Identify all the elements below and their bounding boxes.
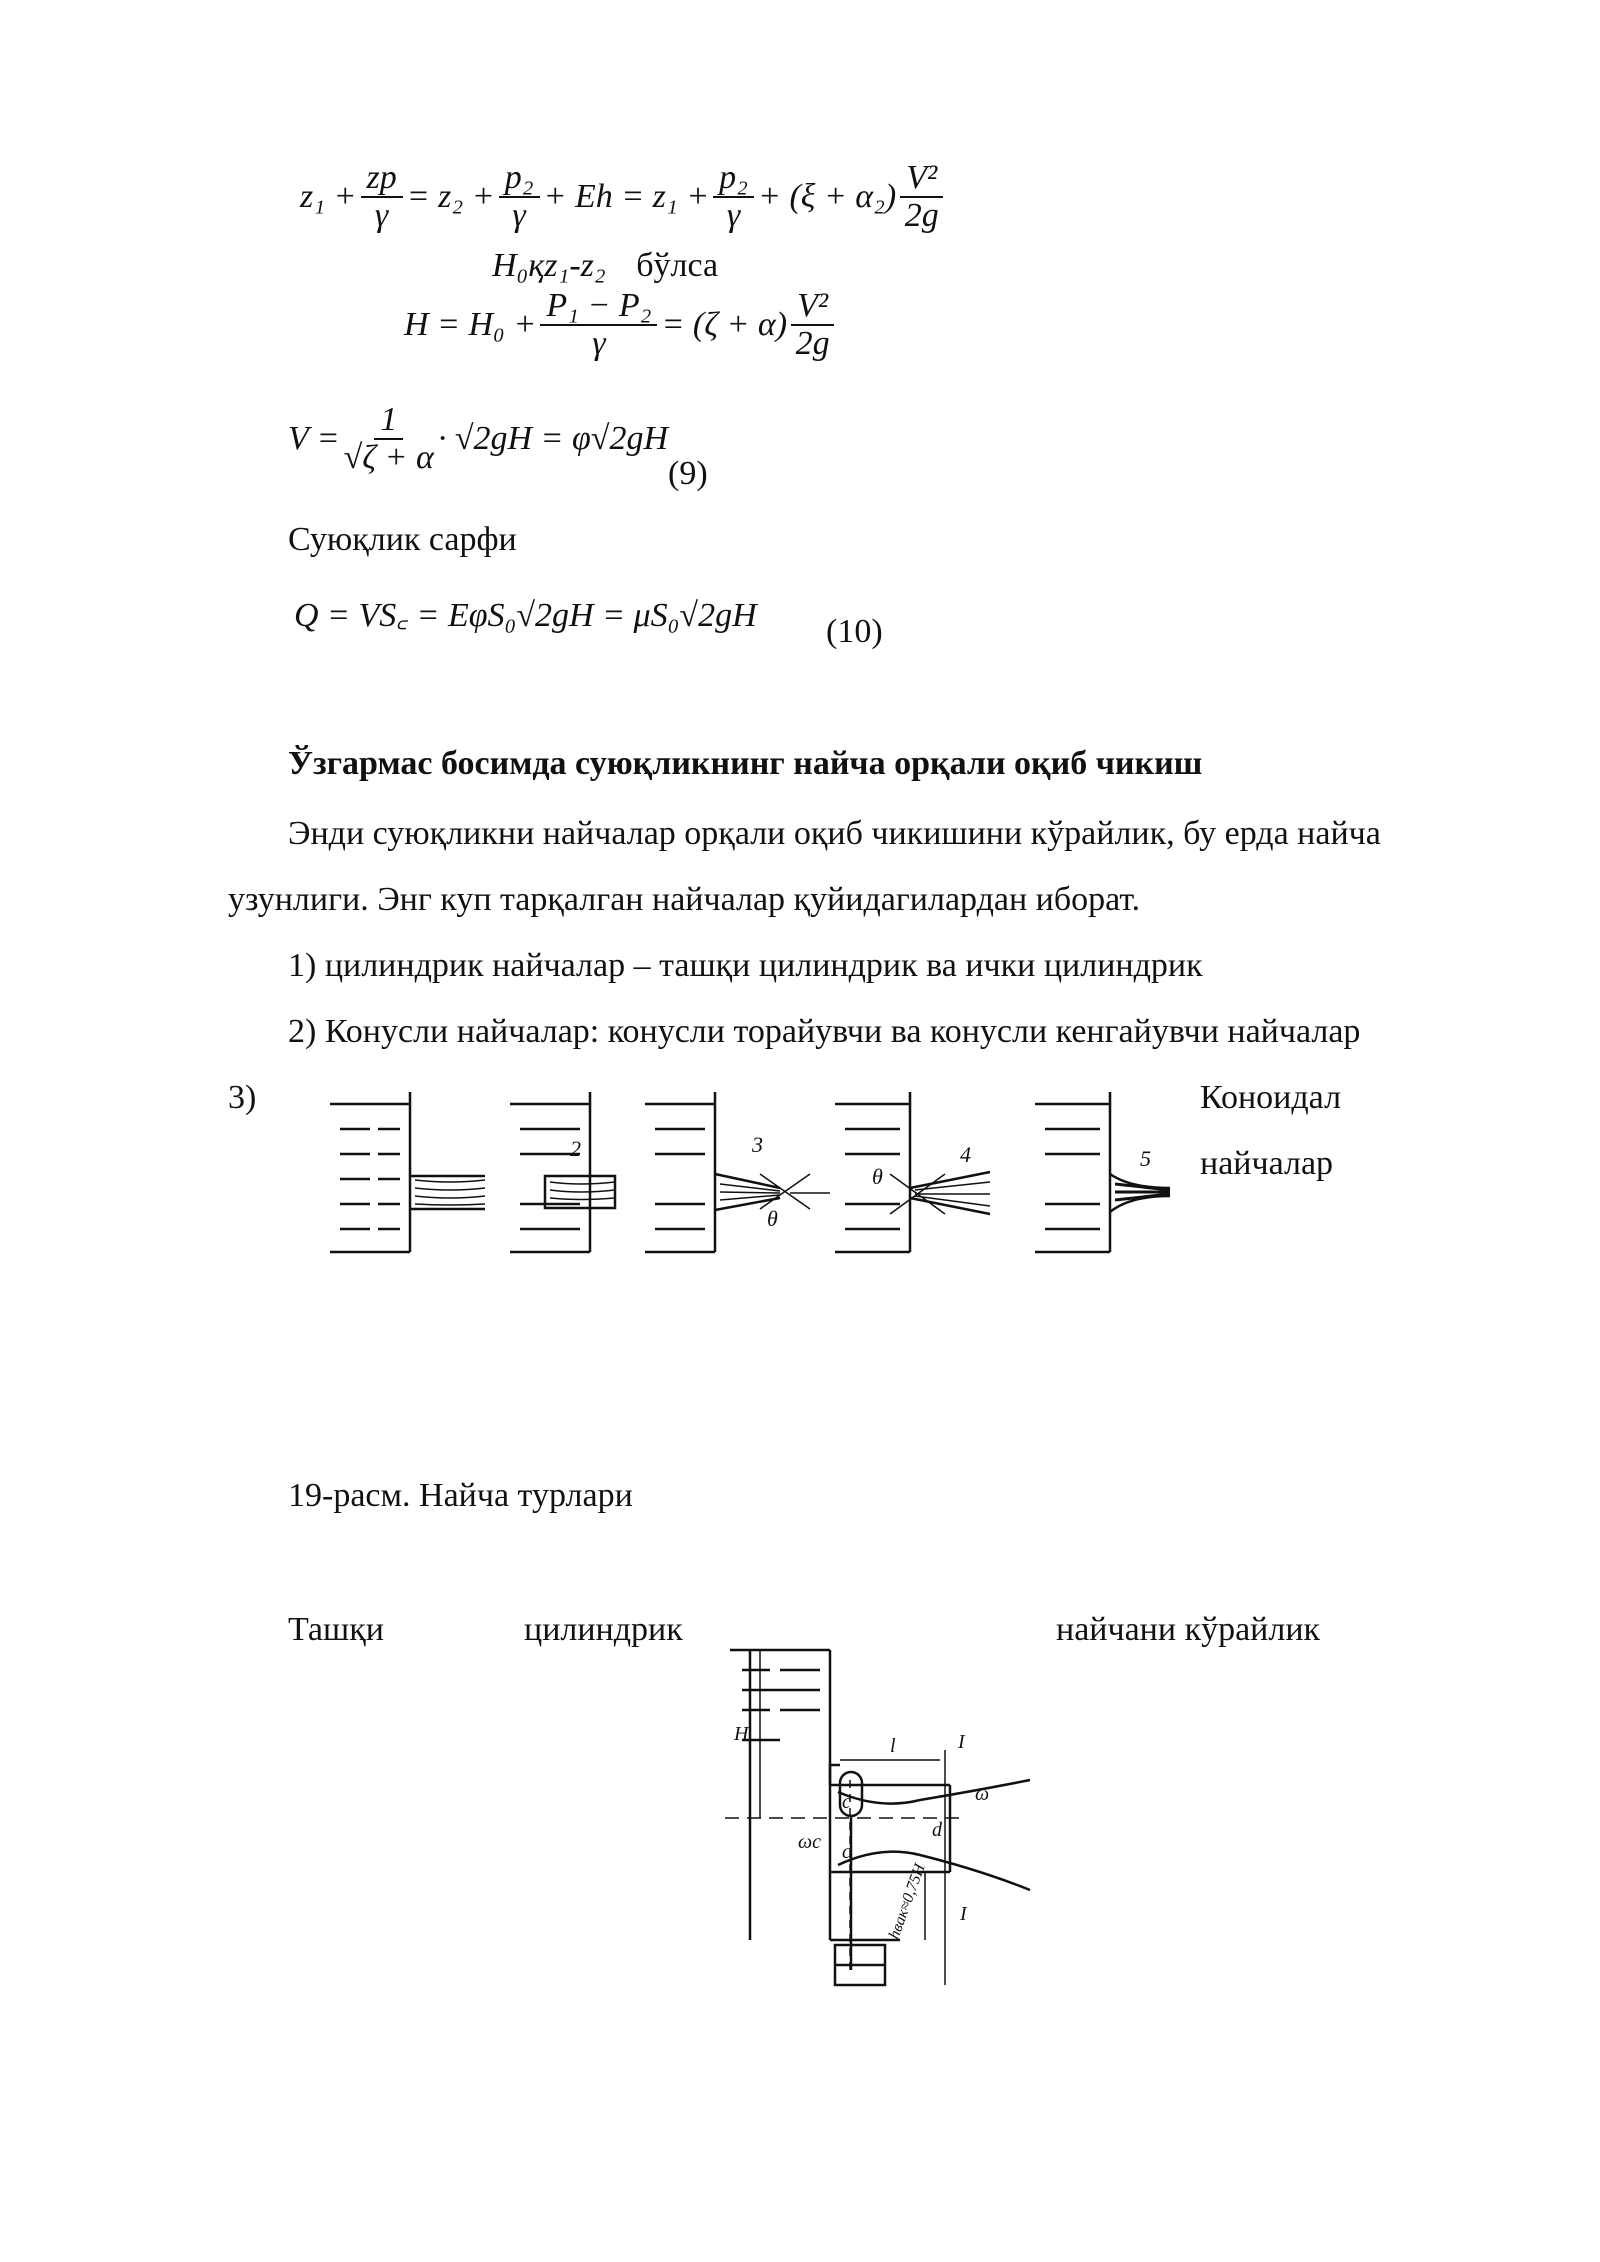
numerator: 1 xyxy=(374,402,403,440)
figure-label-3: 3 xyxy=(752,1132,763,1157)
tank-conoidal xyxy=(1035,1092,1170,1252)
denominator: γ xyxy=(512,197,526,234)
figure-label-I: I xyxy=(960,1903,967,1925)
numerator: zp xyxy=(361,160,403,198)
fraction xyxy=(361,160,403,234)
fraction xyxy=(499,160,540,234)
denominator: γ xyxy=(374,197,389,234)
numerator: p₂ xyxy=(713,160,754,198)
fraction xyxy=(713,160,754,234)
list-item-3-word: найчалар xyxy=(1200,1145,1334,1182)
paragraph-line: узунлиги. Энг куп тарқалган найчалар қуйидагилардан иборат. xyxy=(228,881,1141,918)
figure-label-hvak: hвак≈0,75H xyxy=(885,1861,929,1942)
denominator: γ xyxy=(592,325,606,362)
equation-bernoulli xyxy=(300,160,947,234)
figure-caption: 19-расм. Найча турлари xyxy=(288,1477,633,1514)
equation-velocity xyxy=(288,402,668,476)
figure-label-theta: θ xyxy=(872,1164,883,1189)
eq-mid3: + (ξ + α₂) xyxy=(758,178,897,215)
numerator: P₁ − P₂ xyxy=(540,288,657,326)
tank-cylindrical-outer xyxy=(330,1092,485,1252)
external-cylindrical-nozzle-figure xyxy=(720,1640,1050,2000)
eq-mid: = (ζ + α) xyxy=(661,306,788,343)
tank-conical-diverging xyxy=(835,1092,990,1252)
denominator: 2g xyxy=(795,325,830,362)
fraction xyxy=(791,288,834,362)
eq-mid2: + Eh = z₁ + xyxy=(543,178,710,215)
paragraph-word: цилиндрик xyxy=(524,1611,683,1648)
eq-lhs: H = H₀ + xyxy=(404,306,537,343)
figure-label-5: 5 xyxy=(1140,1146,1151,1171)
paragraph-word: Ташқи xyxy=(288,1611,384,1648)
figure-label-d: d xyxy=(932,1819,942,1841)
paragraph-word: найчани кўрайлик xyxy=(1056,1611,1321,1648)
figure-label-2: 2 xyxy=(570,1136,581,1161)
figure-label-c: c xyxy=(842,1841,851,1863)
eq-lhs: z₁ + xyxy=(300,178,357,215)
figure-label-I: I xyxy=(958,1731,965,1753)
tank-conical-converging xyxy=(645,1092,830,1252)
condition-word: бўлса xyxy=(636,247,719,284)
numerator: p₂ xyxy=(499,160,540,198)
list-item-3-word: Коноидал xyxy=(1200,1079,1342,1116)
fraction xyxy=(900,160,943,234)
condition-formula: H₀қz₁-z₂ xyxy=(492,247,606,284)
nozzle-types-figure xyxy=(320,1084,1180,1264)
figure-label-l: l xyxy=(890,1735,896,1757)
list-item-2: 2) Конусли найчалар: конусли торайувчи ва конусли кенгайувчи найчалар xyxy=(288,1013,1361,1050)
figure-label-c: c xyxy=(842,1791,851,1813)
figure-label-omega-c: ωc xyxy=(798,1831,821,1853)
eq-rest: · √2gH = φ√2gH xyxy=(437,420,669,457)
flow-label: Суюқлик сарфи xyxy=(288,521,517,558)
equation-flow: Q = VS꜀ = EφS₀√2gH = μS₀√2gH xyxy=(294,597,757,634)
eq-mid: = z₂ + xyxy=(406,178,495,215)
figure-label-H: H xyxy=(734,1723,749,1745)
tank-cylindrical-inner xyxy=(510,1092,615,1252)
list-item-1: 1) цилиндрик найчалар – ташқи цилиндрик ва ички цилиндрик xyxy=(288,947,1203,984)
equation-number-10: (10) xyxy=(826,613,883,650)
figure-label-4: 4 xyxy=(960,1142,971,1167)
condition-line xyxy=(492,246,718,286)
fraction xyxy=(344,402,434,476)
figure-label-theta: θ xyxy=(767,1206,778,1231)
section-heading: Ўзгармас босимда суюқликнинг найча орқали оқиб чикиш xyxy=(288,745,1203,782)
list-item-3-number: 3) xyxy=(228,1079,257,1116)
denominator: γ xyxy=(726,197,741,234)
figure-label-omega: ω xyxy=(975,1783,990,1805)
denominator: 2g xyxy=(904,197,939,234)
paragraph-line: Энди суюқликни найчалар орқали оқиб чикишини кўрайлик, бу ерда найча xyxy=(288,815,1381,852)
numerator: V² xyxy=(900,160,943,198)
equation-number-9: (9) xyxy=(668,455,708,492)
equation-head xyxy=(404,288,838,362)
fraction xyxy=(540,288,657,362)
eq-lhs: V = xyxy=(288,420,340,457)
denominator: √ζ + α xyxy=(343,439,434,476)
numerator: V² xyxy=(791,288,834,326)
